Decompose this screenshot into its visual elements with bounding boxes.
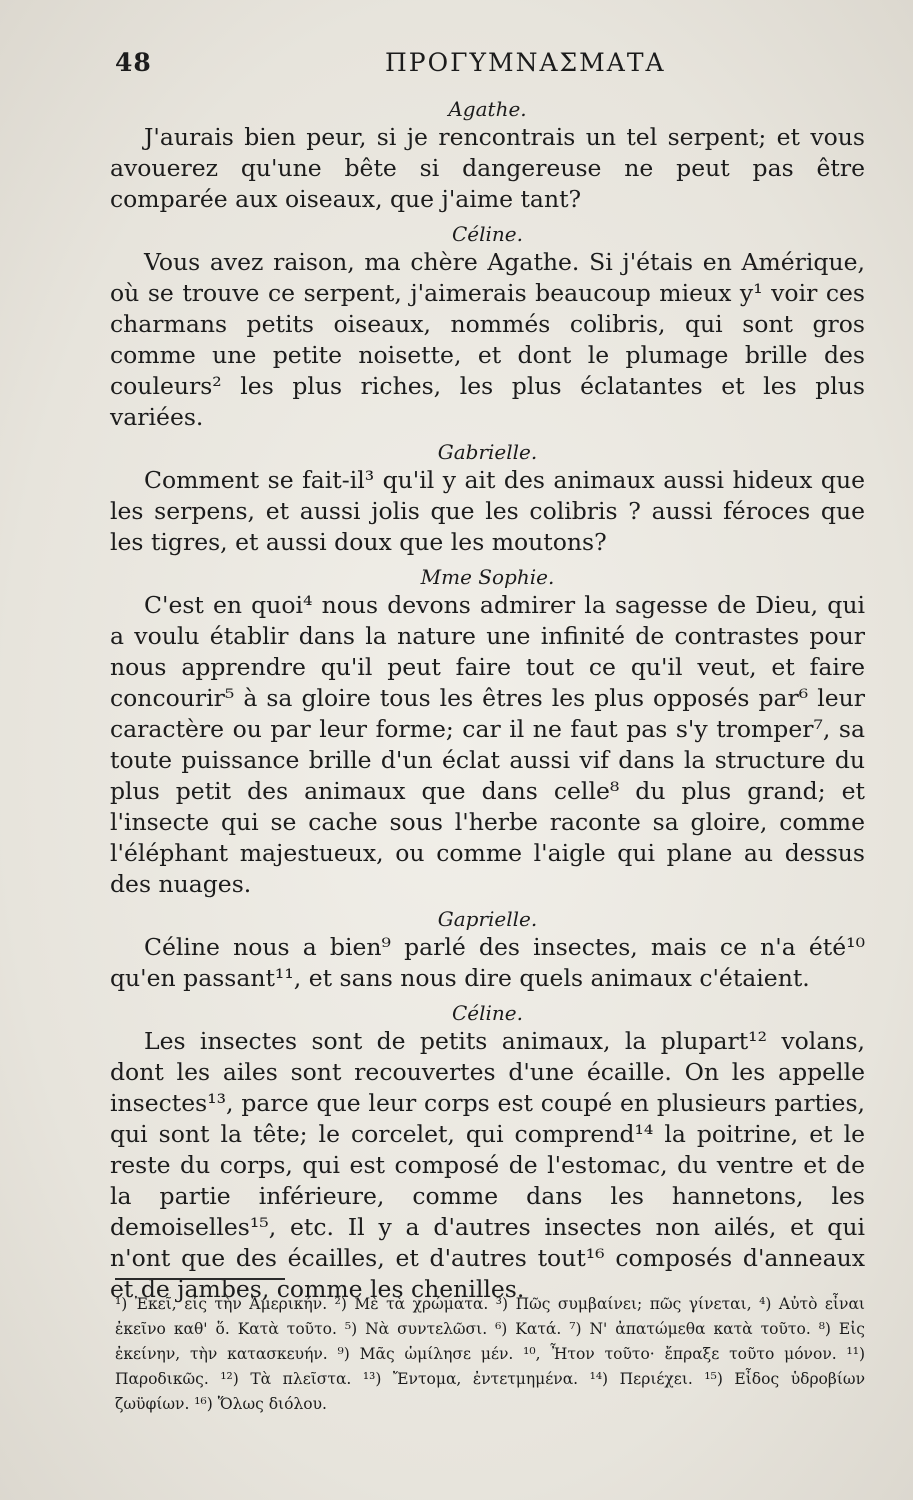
footnotes: ¹) Ἐκεῖ, εἰς τὴν Ἀμερικήν. ²) Μὲ τὰ χρώματα. ³) Πῶς συμβαίνει; πῶς γίνεται, ⁴) Αὐτὸ εἶναι ἐκεῖνο καθ' ὅ. Κατὰ τοῦτο. ⁵) Νὰ συντελῶσι. ⁶) Κατά. ⁷) Ν' ἀπατώμεθα κατὰ τοῦτο. ⁸) Εἰς ἐκείνην, τὴν κατασκευήν. ⁹) Μᾶς ὡμίλησε μέν. ¹⁰, Ἦτον τοῦτο· ἔπραξε τοῦτο μόνον. ¹¹) Παροδικῶς. ¹²) Τὰ πλεῖστα. ¹³) Ἔντομα, ἐντετμημένα. ¹⁴) Περιέχει. ¹⁵) Εἶδος ὑδροβίων ζωϋφίων. ¹⁶) Ὅλως διόλου. <box>115 1295 865 1413</box>
dialogue-text <box>110 96 865 1311</box>
dialogue-paragraph: Les insectes sont de petits animaux, la plupart¹² volans, dont les ailes sont recouvertes d'une écaille. On les appelle insectes¹³, parce que leur corps est coupé en plusieurs parties, qui sont la tête; le corcelet, qui comprend¹⁴ la poitrine, et le reste du corps, qui est composé de l'estomac, du ventre et de la partie inférieure, comme dans les hannetons, les demoiselles¹⁵, etc. Il y a d'autres insectes non ailés, et qui n'ont que des écailles, et d'autres tout¹⁶ composés d'anneaux et de jambes, comme les chenilles. <box>110 1027 865 1303</box>
speaker-name: Céline. <box>451 1001 523 1025</box>
dialogue-paragraph: Vous avez raison, ma chère Agathe. Si j'étais en Amérique, où se trouve ce serpent, j'aimerais beaucoup mieux y¹ voir ces charmans petits oiseaux, nommés colibris, qui sont gros comme une petite noisette, et dont le plumage brille des couleurs² les plus riches, les plus éclatantes et les plus variées. <box>110 248 865 431</box>
dialogue-paragraph: Comment se fait-il³ qu'il y ait des animaux aussi hideux que les serpens, et aussi jolis que les colibris ? aussi féroces que les tigres, et aussi doux que les moutons? <box>110 466 865 556</box>
running-title: ΠΡΟΓΥΜΝΑΣΜΑΤΑ <box>385 48 666 77</box>
speaker-name: Gabrielle. <box>437 440 538 464</box>
dialogue-paragraph: Céline nous a bien⁹ parlé des insectes, mais ce n'a été¹⁰ qu'en passant¹¹, et sans nous dire quels animaux c'étaient. <box>110 933 865 992</box>
speaker-name: Agathe. <box>448 97 527 121</box>
dialogue-paragraph: J'aurais bien peur, si je rencontrais un tel serpent; et vous avouerez qu'une bête si dangereuse ne peut pas être comparée aux oiseaux, que j'aime tant? <box>110 123 865 213</box>
speaker-name: Gaprielle. <box>437 907 538 931</box>
page-number: 48 <box>115 48 152 77</box>
speaker-name: Mme Sophie. <box>420 565 555 589</box>
speaker-name: Céline. <box>451 222 523 246</box>
dialogue-paragraph: C'est en quoi⁴ nous devons admirer la sagesse de Dieu, qui a voulu établir dans la nature une infinité de contrastes pour nous apprendre qu'il peut faire tout ce qu'il veut, et faire concourir⁵ à sa gloire tous les êtres les plus opposés par⁶ leur caractère ou par leur forme; car il ne faut pas s'y tromper⁷, sa toute puissance brille d'un éclat aussi vif dans la structure du plus petit des animaux que dans celle⁸ du plus grand; et l'insecte qui se cache sous l'herbe raconte sa gloire, comme l'éléphant majestueux, ou comme l'aigle qui plane au dessus des nuages. <box>110 591 865 898</box>
page-header <box>115 48 865 84</box>
footnote-divider <box>115 1278 285 1280</box>
